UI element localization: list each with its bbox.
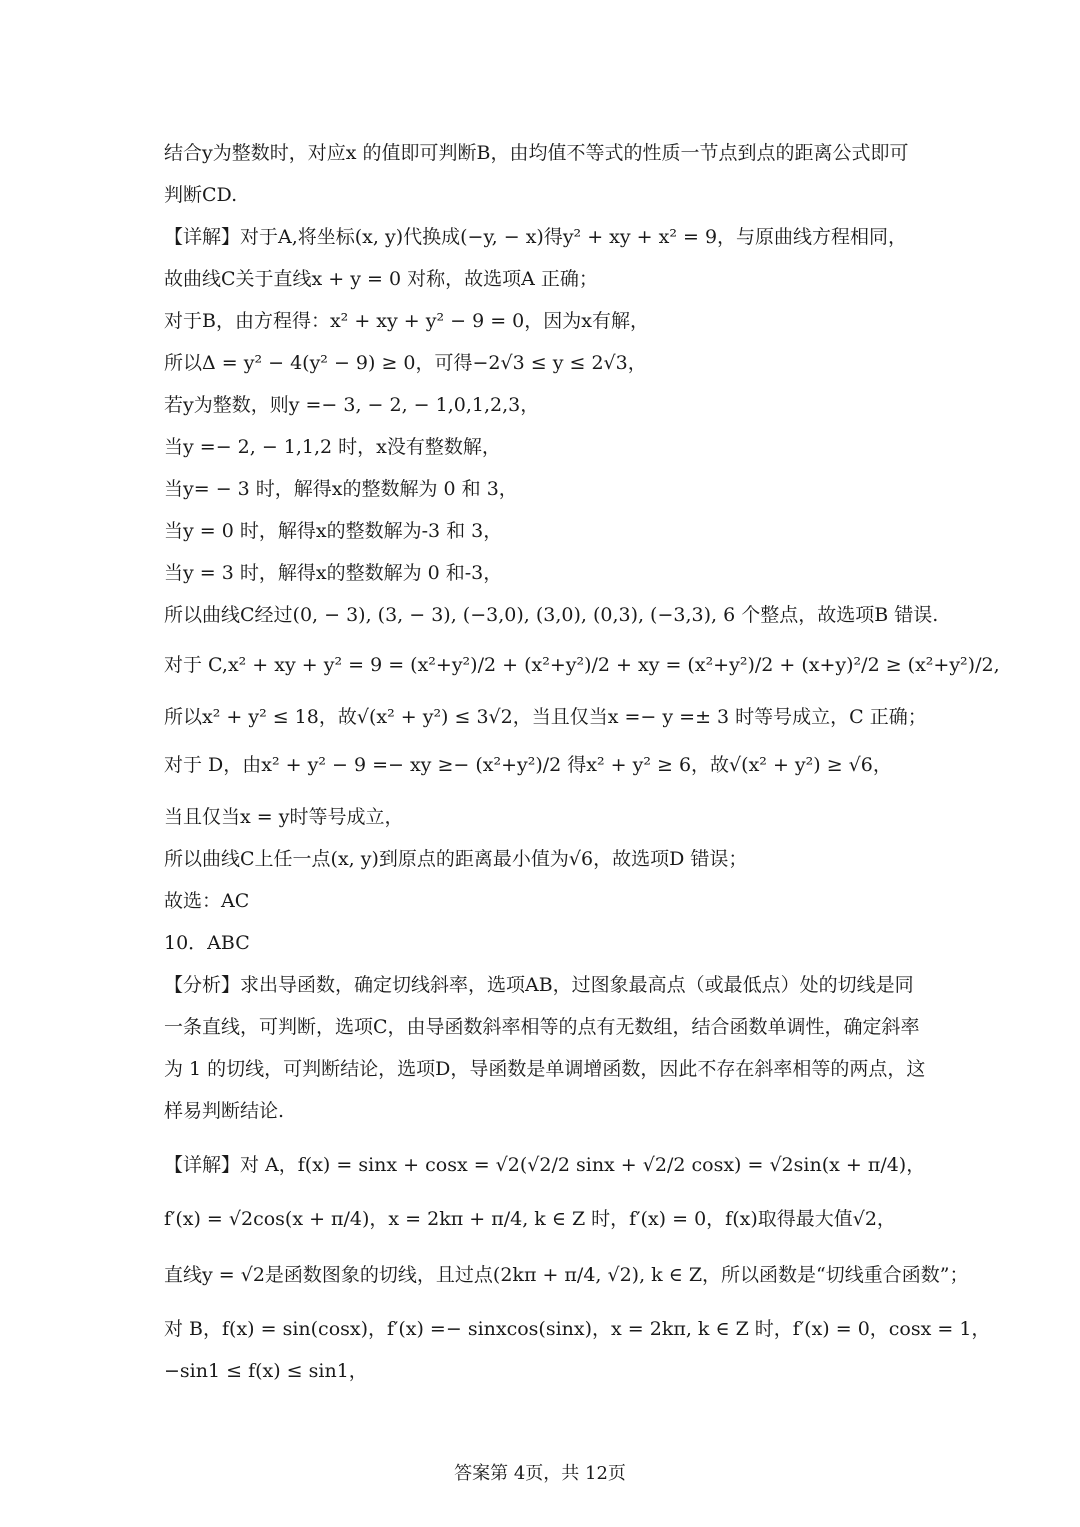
text-line: 所以x² + y² ≤ 18，故√(x² + y²) ≤ 3√2，当且仅当x =− y =± 3 时等号成立，C 正确； [164, 706, 927, 728]
text-line: 判断CD. [164, 184, 238, 206]
text-line: 当y = 0 时，解得x的整数解为-3 和 3， [164, 520, 503, 542]
text-line: 对于 D，由x² + y² − 9 =− xy ≥− (x²+y²)/2 得x² + y² ≥ 6，故√(x² + y²) ≥ √6， [164, 754, 892, 776]
text-line: 【详解】对 A，f(x) = sinx + cosx = √2(√2/2 sinx + √2/2 cosx) = √2sin(x + π/4)， [164, 1154, 926, 1176]
page-footer: 答案第 4页，共 12页 [454, 1463, 626, 1484]
text-line: 对于 C,x² + xy + y² = 9 = (x²+y²)/2 + (x²+y²)/2 + xy = (x²+y²)/2 + (x+y)²/2 ≥ (x²+y²)/2, [164, 654, 1000, 676]
text-line: 【详解】对于A,将坐标(x, y)代换成(−y, − x)得y² + xy + x² = 9，与原曲线方程相同， [164, 226, 908, 248]
text-line: 样易判断结论. [164, 1100, 285, 1122]
text-line: 10．ABC [164, 932, 250, 954]
text-line: 当y= − 3 时，解得x的整数解为 0 和 3， [164, 478, 518, 500]
text-line: 【分析】求出导函数，确定切线斜率，选项AB，过图象最高点（或最低点）处的切线是同 [164, 974, 914, 996]
text-line: 结合y为整数时，对应x 的值即可判断B，由均值不等式的性质一节点到点的距离公式即可 [164, 142, 909, 164]
text-line: 若y为整数，则y =− 3, − 2, − 1,0,1,2,3， [164, 394, 540, 416]
text-line: 所以曲线C上任一点(x, y)到原点的距离最小值为√6，故选项D 错误； [164, 848, 748, 870]
text-line: 当y = 3 时，解得x的整数解为 0 和-3， [164, 562, 503, 584]
text-line: −sin1 ≤ f(x) ≤ sin1， [164, 1360, 368, 1382]
text-line: 当y =− 2, − 1,1,2 时，x没有整数解， [164, 436, 501, 458]
text-line: 为 1 的切线，可判断结论，选项D，导函数是单调增函数，因此不存在斜率相等的两点，这 [164, 1058, 926, 1080]
text-line: 所以Δ = y² − 4(y² − 9) ≥ 0，可得−2√3 ≤ y ≤ 2√3， [164, 352, 647, 374]
text-line: f′(x) = √2cos(x + π/4)，x = 2kπ + π/4, k ∈ Z 时，f′(x) = 0，f(x)取得最大值√2， [164, 1208, 896, 1230]
text-line: 对于B，由方程得：x² + xy + y² − 9 = 0，因为x有解， [164, 310, 649, 332]
text-line: 直线y = √2是函数图象的切线，且过点(2kπ + π/4, √2), k ∈ Z，所以函数是“切线重合函数”； [164, 1264, 969, 1286]
text-line: 故曲线C关于直线x + y = 0 对称，故选项A 正确； [164, 268, 598, 290]
text-line: 对 B，f(x) = sin(cosx)，f′(x) =− sinxcos(sinx)，x = 2kπ, k ∈ Z 时，f′(x) = 0，cosx = 1， [164, 1318, 991, 1340]
text-line: 当且仅当x = y时等号成立， [164, 806, 404, 828]
text-line: 一条直线，可判断，选项C，由导函数斜率相等的点有无数组，结合函数单调性，确定斜率 [164, 1016, 920, 1038]
text-line: 故选：AC [164, 890, 250, 912]
text-line: 所以曲线C经过(0, − 3), (3, − 3), (−3,0), (3,0), (0,3), (−3,3), 6 个整点，故选项B 错误. [164, 604, 939, 626]
